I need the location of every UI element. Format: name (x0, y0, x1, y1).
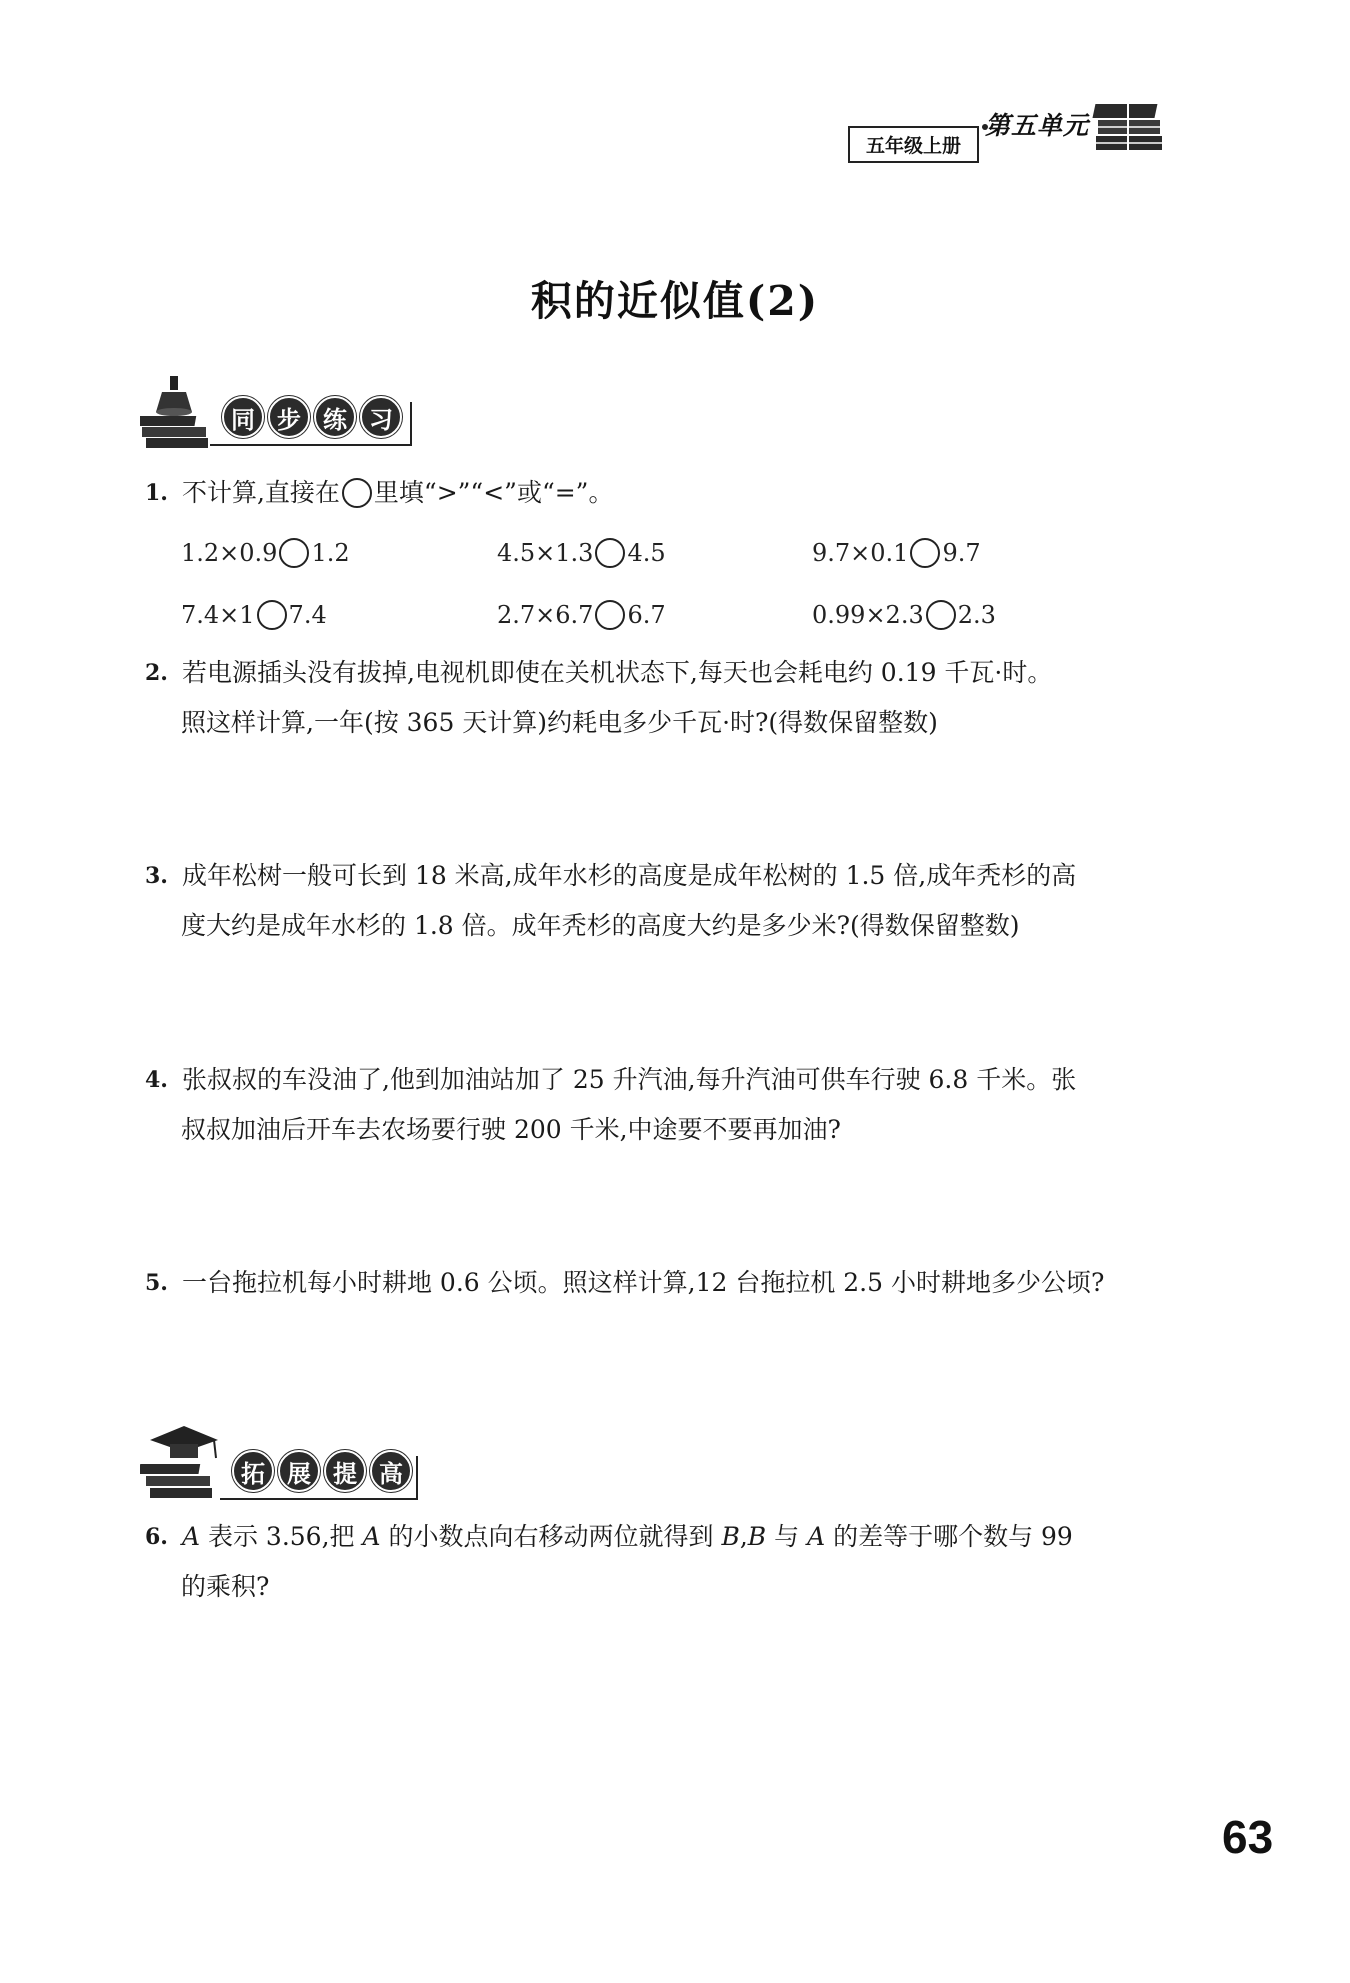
badge-char: 练 (314, 396, 356, 438)
variable-a: A (181, 1522, 201, 1551)
answer-circle[interactable] (595, 538, 625, 568)
variable-b: B (747, 1522, 767, 1551)
answer-circle[interactable] (910, 538, 940, 568)
compare-expression (497, 538, 666, 568)
question-text: 成年松树一般可长到 18 米高,成年水杉的高度是成年松树的 1.5 倍,成年秃杉的高 (181, 861, 1077, 890)
question-text: 一台拖拉机每小时耕地 0.6 公顷。照这样计算,12 台拖拉机 2.5 小时耕地多少公顷? (181, 1268, 1105, 1297)
graduation-books-icon (140, 1420, 224, 1502)
question-4 (145, 1055, 1195, 1155)
badge-char: 高 (370, 1450, 412, 1492)
question-text: 表示 3.56,把 (200, 1522, 363, 1551)
question-number: 1. (145, 480, 168, 506)
compare-expression (181, 538, 350, 568)
variable-a: A (362, 1522, 381, 1551)
question-text: 若电源插头没有拔掉,电视机即使在关机状态下,每天也会耗电约 0.19 千瓦·时。 (181, 658, 1053, 687)
question-text: , (739, 1522, 748, 1551)
badge-char: 提 (324, 1450, 366, 1492)
question-number: 4. (145, 1067, 168, 1093)
section-sync-practice-banner (140, 372, 415, 452)
question-text: 与 (766, 1522, 808, 1551)
expr-left: 2.7×6.7 (497, 601, 594, 629)
question-text: 的小数点向右移动两位就得到 (380, 1522, 722, 1551)
question-text: 里填“>”“<”或“=”。 (373, 478, 614, 507)
variable-b: B (721, 1522, 740, 1551)
question-number: 2. (145, 660, 168, 686)
compare-circle-icon (342, 478, 372, 508)
expr-right: 7.4 (288, 601, 327, 629)
compare-expression (181, 600, 327, 630)
expr-left: 1.2×0.9 (181, 539, 278, 567)
expr-right: 4.5 (627, 539, 666, 567)
question-1 (145, 468, 613, 518)
question-number: 5. (145, 1270, 168, 1296)
header-grade-label: 五年级上册 (848, 126, 979, 163)
compare-expression (497, 600, 666, 630)
header-unit-label: 第五单元 (985, 111, 1090, 140)
section-extension-banner (140, 1420, 420, 1502)
expr-left: 7.4×1 (181, 601, 255, 629)
question-number: 6. (145, 1524, 168, 1550)
question-6 (145, 1512, 1195, 1612)
question-text: 叔叔加油后开车去农场要行驶 200 千米,中途要不要再加油? (181, 1115, 841, 1144)
question-text: 照这样计算,一年(按 365 天计算)约耗电多少千瓦·时?(得数保留整数) (181, 708, 938, 737)
expr-right: 1.2 (311, 539, 350, 567)
expr-left: 9.7×0.1 (812, 539, 909, 567)
badge-char: 习 (360, 396, 402, 438)
expr-right: 9.7 (942, 539, 981, 567)
question-text: 不计算,直接在 (181, 478, 340, 507)
question-5 (145, 1258, 1195, 1308)
question-text: 的乘积? (181, 1572, 270, 1601)
page-title: 积的近似值(2) (530, 277, 820, 325)
compare-expression (812, 538, 981, 568)
expr-left: 4.5×1.3 (497, 539, 594, 567)
question-number: 3. (145, 863, 168, 889)
compare-expression (812, 600, 996, 630)
question-3 (145, 851, 1195, 951)
expr-right: 2.3 (957, 601, 996, 629)
lamp-books-icon (140, 372, 220, 452)
badge-char: 步 (268, 396, 310, 438)
question-text: 的差等于哪个数与 99 (825, 1522, 1073, 1551)
expr-left: 0.99×2.3 (812, 601, 924, 629)
answer-circle[interactable] (926, 600, 956, 630)
badge-char: 同 (222, 396, 264, 438)
answer-circle[interactable] (257, 600, 287, 630)
answer-circle[interactable] (279, 538, 309, 568)
badge-char: 拓 (232, 1450, 274, 1492)
header-books-icon (1092, 92, 1172, 166)
expr-right: 6.7 (627, 601, 666, 629)
badge-char: 展 (278, 1450, 320, 1492)
page-number: 63 (1222, 1811, 1274, 1863)
variable-a: A (807, 1522, 826, 1551)
question-2 (145, 648, 1195, 748)
answer-circle[interactable] (595, 600, 625, 630)
question-text: 度大约是成年水杉的 1.8 倍。成年秃杉的高度大约是多少米?(得数保留整数) (181, 911, 1020, 940)
question-text: 张叔叔的车没油了,他到加油站加了 25 升汽油,每升汽油可供车行驶 6.8 千米。张 (181, 1065, 1077, 1094)
